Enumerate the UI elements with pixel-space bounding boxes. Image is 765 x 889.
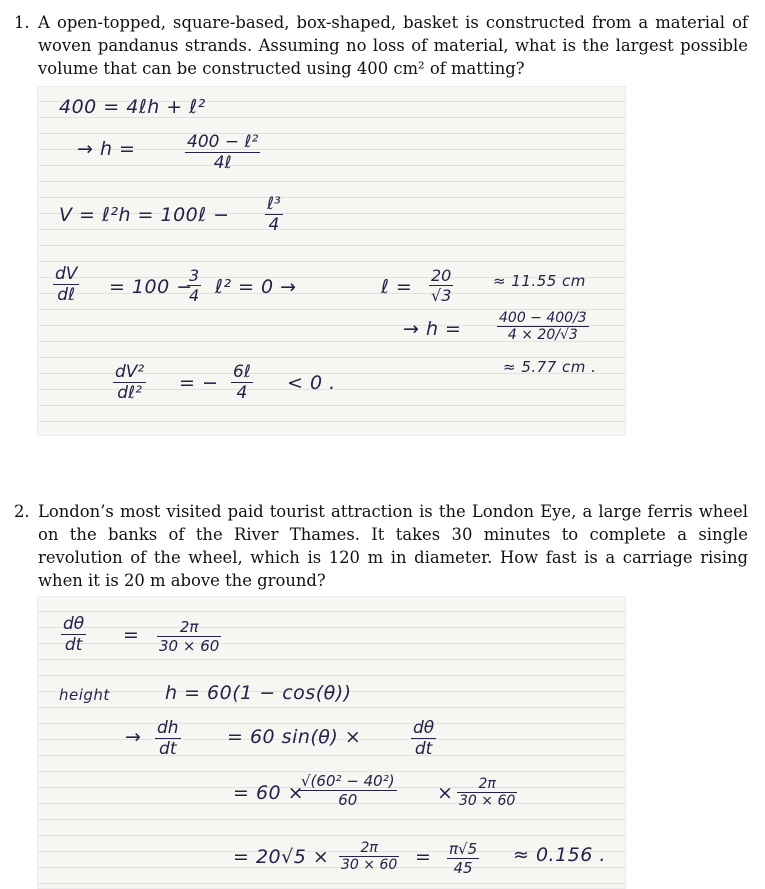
- line4-equals: =: [415, 846, 432, 868]
- second-derivative-right: < 0 .: [287, 372, 336, 394]
- line4-denominator: 30 × 60: [341, 857, 398, 873]
- l-denominator: √3: [431, 286, 452, 305]
- dl-denominator: dℓ: [57, 285, 76, 305]
- line3-left: = 60 ×: [233, 782, 305, 804]
- dtheta-dt-fraction: [61, 614, 86, 655]
- dv-dl-fraction: [53, 264, 79, 305]
- dh-denominator: dt: [159, 739, 177, 759]
- dh-right-denominator: dt: [414, 739, 433, 759]
- h-approx: ≈ 5.77 cm .: [503, 358, 597, 376]
- dh-numerator: dh: [157, 718, 179, 738]
- equation-surface-area: 400 = 4ℓh + ℓ²: [59, 96, 206, 118]
- dv-numerator: dV: [55, 264, 78, 284]
- rate-denominator: 30 × 60: [159, 637, 220, 655]
- dt-denominator: dt: [64, 635, 83, 655]
- six-l-denominator: 4: [236, 383, 248, 403]
- dtheta-numerator: dθ: [63, 614, 85, 634]
- handwritten-solution-2: [37, 596, 626, 889]
- h-result-arrow: → h =: [403, 318, 462, 340]
- height-equation: h = 60(1 − cos(θ)): [165, 682, 352, 704]
- line4-result-fraction: [447, 840, 479, 877]
- problem-2: [14, 500, 748, 592]
- line3-right-denominator: 30 × 60: [459, 793, 516, 809]
- volume-equation: V = ℓ²h = 100ℓ −: [59, 204, 230, 226]
- l-equals: ℓ =: [381, 276, 413, 298]
- problem-1-number: 1.: [14, 13, 30, 32]
- line4-result-numerator: π√5: [449, 840, 478, 858]
- height-label: height: [59, 686, 110, 704]
- line3-right-numerator: 2π: [457, 776, 517, 793]
- rate-fraction: [157, 618, 221, 655]
- problem-1-text: A open-topped, square-based, box-shaped, basket is constructed from a material of woven pandanus strands. Assuming no loss of material, what is the largest possible volume that can be constructed using 400 cm² of matting?: [38, 13, 748, 78]
- line4-approx: ≈ 0.156 .: [513, 844, 606, 866]
- h-fraction-denominator: 4ℓ: [213, 153, 232, 173]
- six-l-fraction: [231, 362, 253, 403]
- dh-right-fraction: [411, 718, 436, 759]
- h-result-numerator: 400 − 400/3: [499, 310, 587, 326]
- problem-2-number: 2.: [14, 502, 30, 521]
- dh-right-numerator: dθ: [413, 718, 435, 738]
- line4-left: = 20√5 ×: [233, 846, 330, 868]
- h-result-fraction: [497, 310, 589, 343]
- h-arrow: → h =: [77, 138, 136, 160]
- volume-fraction-denominator: 4: [268, 215, 280, 235]
- line4-fraction: [339, 840, 399, 873]
- second-derivative-fraction: [113, 362, 146, 403]
- l-numerator: 20: [429, 266, 453, 286]
- problem-1: [14, 11, 748, 80]
- dh-expression: = 60 sin(θ) ×: [227, 726, 362, 748]
- volume-fraction: [265, 194, 283, 235]
- h-fraction: [185, 132, 260, 173]
- l-fraction: [429, 266, 453, 305]
- sqrt-numerator: √(60² − 40²): [301, 772, 395, 790]
- volume-fraction-numerator: ℓ³: [267, 194, 281, 214]
- sqrt-denominator: 60: [338, 791, 358, 809]
- handwritten-solution-1: [37, 86, 626, 436]
- problem-2-text: London’s most visited paid tourist attraction is the London Eye, a large ferris wheel on the banks of the River Thames. It takes 30 minutes to complete a single revolution of the wheel, which is 120 m in diameter. How fast is a carriage rising when it is 20 m above the ground?: [38, 502, 748, 590]
- three-quarters-denominator: 4: [189, 286, 200, 305]
- six-l-numerator: 6ℓ: [233, 362, 251, 382]
- rate-equals: =: [123, 624, 140, 646]
- dh-arrow: →: [125, 726, 142, 748]
- h-fraction-numerator: 400 − ℓ²: [187, 132, 259, 152]
- second-derivative-numerator: dV²: [115, 362, 145, 382]
- derivative-mid: = 100 −: [109, 276, 193, 298]
- h-result-denominator: 4 × 20/√3: [507, 327, 578, 343]
- second-derivative-mid: = −: [179, 372, 219, 394]
- dh-dt-fraction: [155, 718, 181, 759]
- line4-result-denominator: 45: [453, 859, 473, 877]
- derivative-right: ℓ² = 0 →: [215, 276, 297, 298]
- line3-times: ×: [437, 782, 454, 804]
- line3-right-fraction: [457, 776, 517, 809]
- rate-numerator: 2π: [157, 618, 221, 637]
- second-derivative-denominator: dℓ²: [117, 383, 142, 403]
- three-quarters-numerator: 3: [189, 266, 200, 285]
- three-quarters-fraction: [187, 266, 201, 305]
- line4-numerator: 2π: [339, 840, 399, 857]
- sqrt-fraction: [299, 772, 397, 809]
- l-approx: ≈ 11.55 cm: [493, 272, 586, 290]
